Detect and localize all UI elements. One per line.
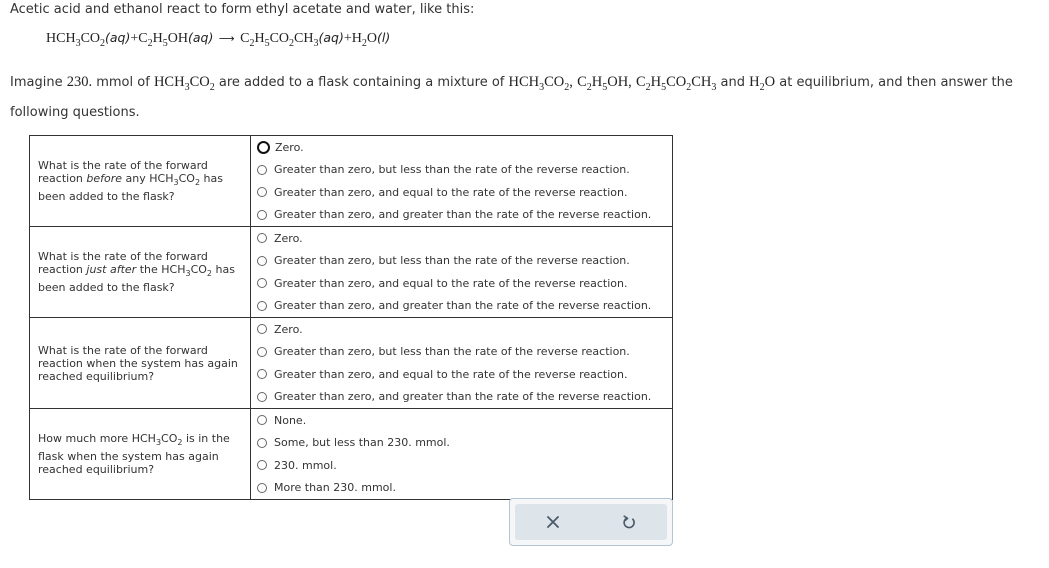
radio-button[interactable] <box>257 187 267 197</box>
answer-option[interactable]: None. <box>257 409 672 432</box>
radio-button[interactable] <box>257 301 267 311</box>
question-text: What is the rate of the forward reaction when the system has again reached equilibrium? <box>30 318 251 409</box>
question-text: How much more $HCH_3CO_2$ is in the flask when the system has again reached equilibrium? <box>30 409 251 500</box>
answer-options <box>251 409 673 500</box>
radio-button[interactable] <box>257 392 267 402</box>
reaction-equation: $HCH_3CO_2(aq)+C_2H_5OH(aq)$ ⟶ $C_2H_5CO_2CH_3(aq)+H_2O(l)$ <box>46 30 391 49</box>
state-label: (aq) <box>105 30 131 45</box>
radio-button[interactable] <box>257 141 270 154</box>
answer-options <box>251 318 673 409</box>
answer-option[interactable]: Greater than zero, but less than the rate of the reverse reaction. <box>257 341 672 364</box>
answer-option[interactable]: 230. mmol. <box>257 454 672 477</box>
radio-button[interactable] <box>257 165 267 175</box>
radio-button[interactable] <box>257 324 267 334</box>
answer-option[interactable]: Greater than zero, and greater than the rate of the reverse reaction. <box>257 386 672 409</box>
answer-option[interactable]: Greater than zero, and equal to the rate of the reverse reaction. <box>257 181 672 204</box>
state-label: (l) <box>377 30 391 45</box>
answer-option[interactable]: More than 230. mmol. <box>257 477 672 500</box>
radio-button[interactable] <box>257 210 267 220</box>
question-row <box>30 227 673 318</box>
question-text: What is the rate of the forward reaction before any $HCH_3CO_2$ has been added to the flask? <box>30 136 251 227</box>
question-row <box>30 136 673 227</box>
radio-button[interactable] <box>257 438 267 448</box>
radio-button[interactable] <box>257 278 267 288</box>
undo-button[interactable] <box>591 504 667 540</box>
clear-button[interactable] <box>515 504 591 540</box>
answer-toolbar <box>509 498 673 546</box>
question-prompt: Imagine 230. mmol of $HCH_3CO_2$ are added to a flask containing a mixture of $HCH_3CO_2$, $C_2H_5OH$, $C_2H_5CO_2CH_3$ and $H_2O$ at equilibrium, and then answer the following questions. <box>10 74 1013 120</box>
state-label: (aq) <box>187 30 214 45</box>
toolbar-panel <box>515 504 667 540</box>
answer-option[interactable]: Greater than zero, and greater than the rate of the reverse reaction. <box>257 204 672 227</box>
radio-button[interactable] <box>257 483 267 493</box>
answer-option[interactable]: Greater than zero, and equal to the rate of the reverse reaction. <box>257 363 672 386</box>
question-table <box>29 135 673 500</box>
answer-option[interactable]: Zero. <box>257 136 672 159</box>
radio-button[interactable] <box>257 369 267 379</box>
intro-text: Acetic acid and ethanol react to form ethyl acetate and water, like this: <box>10 2 475 17</box>
answer-option[interactable]: Greater than zero, and equal to the rate of the reverse reaction. <box>257 272 672 295</box>
answer-option[interactable]: Zero. <box>257 227 672 250</box>
undo-icon <box>622 515 636 529</box>
x-icon <box>547 516 559 528</box>
state-label: (aq) <box>318 30 344 45</box>
radio-button[interactable] <box>257 256 267 266</box>
radio-button[interactable] <box>257 460 267 470</box>
question-row <box>30 318 673 409</box>
radio-button[interactable] <box>257 233 267 243</box>
answer-option[interactable]: Some, but less than 230. mmol. <box>257 432 672 455</box>
radio-button[interactable] <box>257 415 267 425</box>
answer-options <box>251 136 673 227</box>
question-row <box>30 409 673 500</box>
answer-option[interactable]: Greater than zero, but less than the rate of the reverse reaction. <box>257 159 672 182</box>
answer-option[interactable]: Greater than zero, but less than the rate of the reverse reaction. <box>257 250 672 273</box>
answer-options <box>251 227 673 318</box>
radio-button[interactable] <box>257 347 267 357</box>
answer-option[interactable]: Zero. <box>257 318 672 341</box>
answer-option[interactable]: Greater than zero, and greater than the rate of the reverse reaction. <box>257 295 672 318</box>
question-text: What is the rate of the forward reaction just after the $HCH_3CO_2$ has been added to the flask? <box>30 227 251 318</box>
reaction-arrow-icon: ⟶ <box>218 32 235 45</box>
